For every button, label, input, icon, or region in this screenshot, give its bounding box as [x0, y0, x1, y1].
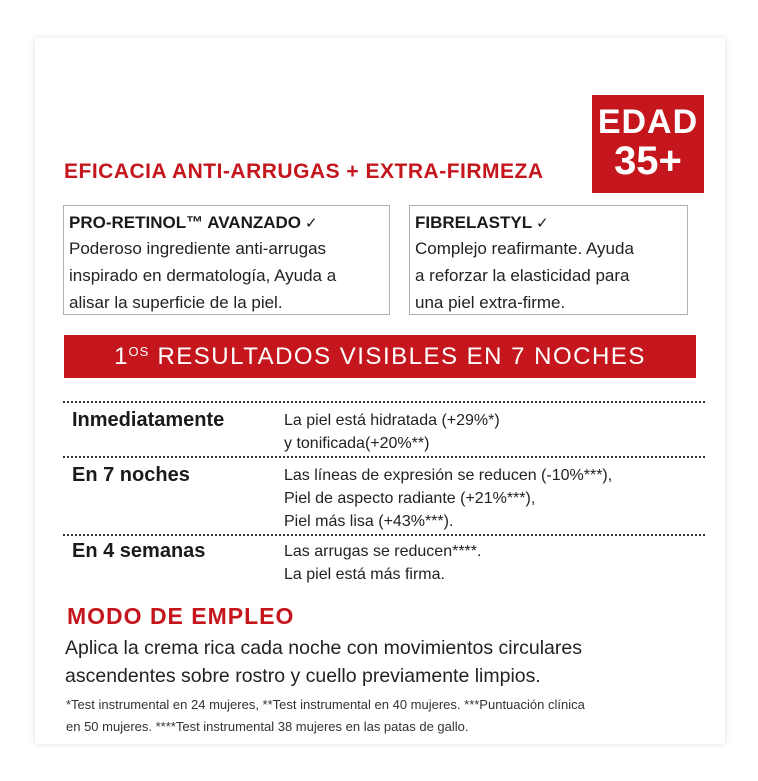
age-badge-line2: 35+	[614, 139, 682, 183]
ingredient-box-pro-retinol	[63, 205, 390, 315]
ingredient-description: Complejo reafirmante. Ayuda a reforzar la elasticidad para una piel extra-firme.	[415, 239, 634, 312]
result-row-text: Las líneas de expresión se reducen (-10%***), Piel de aspecto radiante (+21%***), Piel más lisa (+43%***).	[284, 467, 613, 530]
row-divider	[63, 401, 705, 403]
result-row-text: Las arrugas se reducen****. La piel está más firma.	[284, 543, 482, 583]
ingredient-title: FIBRELASTYL ✓	[415, 213, 549, 232]
check-icon: ✓	[305, 215, 318, 232]
results-banner: $1^{OS}$ RESULTADOS VISIBLES EN 7 NOCHES	[64, 335, 696, 378]
efficacy-headline: EFICACIA ANTI-ARRUGAS + EXTRA-FIRMEZA	[64, 160, 544, 183]
check-icon: ✓	[536, 215, 549, 232]
result-row-label: En 4 semanas	[72, 540, 206, 562]
age-badge	[592, 95, 704, 193]
result-row-text: La piel está hidratada (+29%*) y tonificada(+20%**)	[284, 412, 500, 452]
footnote: *Test instrumental en 24 mujeres, **Test instrumental en 40 mujeres. ***Puntuación clínica en 50 mujeres. ****Test instrumental 38 mujeres en las patas de gallo.	[66, 697, 585, 734]
ingredient-title: PRO-RETINOL™ AVANZADO ✓	[69, 213, 318, 232]
result-row-label: Inmediatamente	[72, 409, 225, 431]
ingredient-description: Poderoso ingrediente anti-arrugas inspirado en dermatología, Ayuda a alisar la superficie de la piel.	[69, 239, 337, 312]
age-badge-line1: EDAD	[597, 103, 699, 141]
usage-text: Aplica la crema rica cada noche con movimientos circulares ascendentes sobre rostro y cuello previamente limpios.	[65, 637, 582, 687]
usage-title: MODO DE EMPLEO	[67, 603, 295, 629]
row-divider	[63, 456, 705, 458]
row-divider	[63, 534, 705, 536]
ingredient-box-fibrelastyl	[409, 205, 688, 315]
result-row-label: En 7 noches	[72, 464, 190, 486]
